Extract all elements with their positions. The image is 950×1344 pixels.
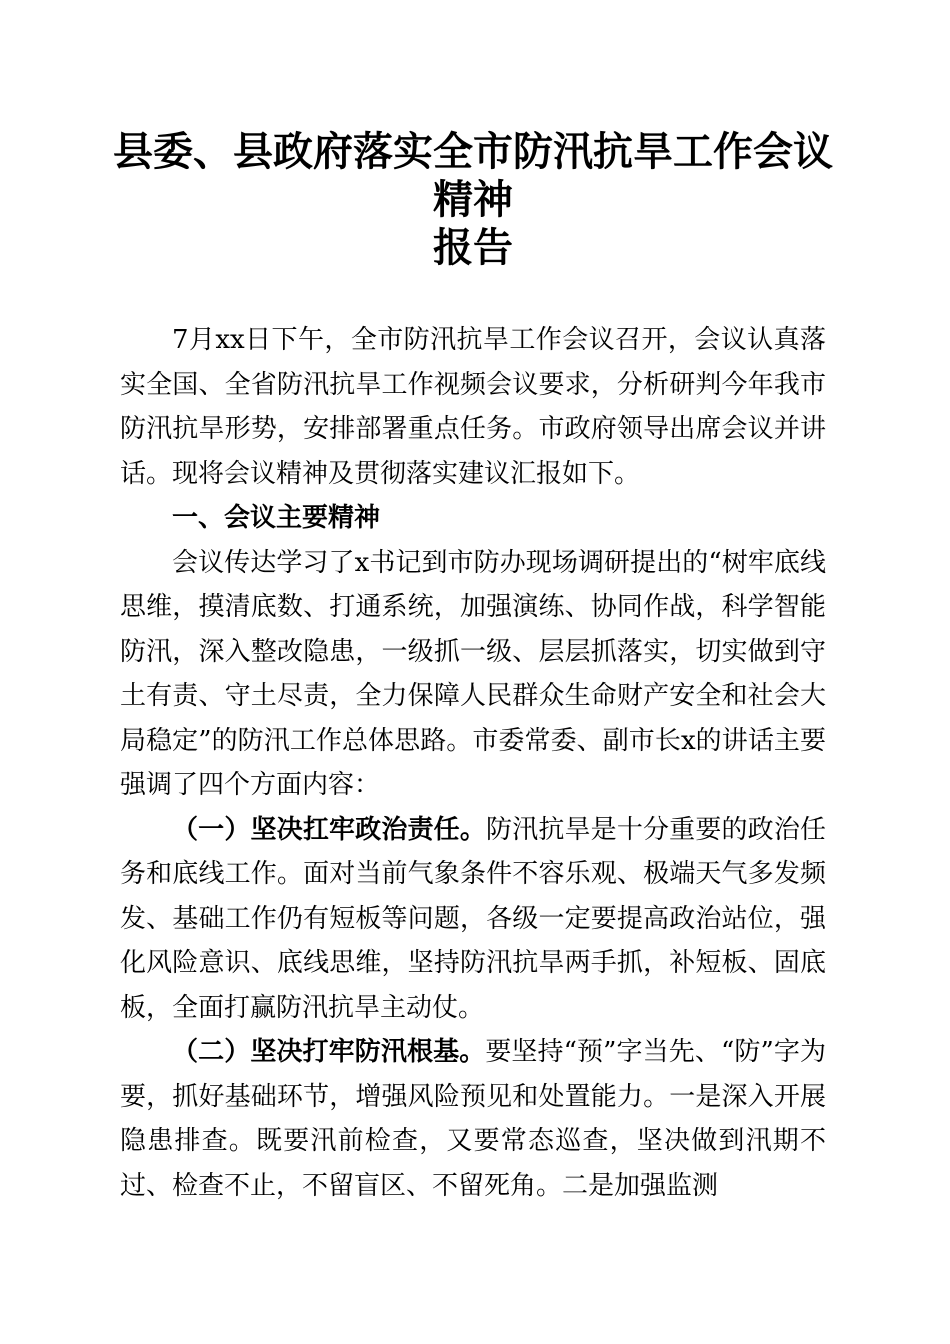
point-paragraph-1 (120, 808, 826, 1031)
document-title (112, 128, 834, 272)
section-paragraph: 会议传达学习了x书记到市防办现场调研提出的“树牢底线思维，摸清底数、打通系统，加强演练、协同作战，科学智能防汛，深入整改隐患，一级抓一级、层层抓落实，切实做到守土有责、守土尽责，全力保障人民群众生命财产安全和社会大局稳定”的防汛工作总体思路。市委常委、副市长x的讲话主要强调了四个方面内容： (120, 547, 826, 800)
document-body (120, 318, 826, 1208)
point-2-lead: （二）坚决打牢防汛根基。 (172, 1037, 486, 1067)
point-1-lead: （一）坚决扛牢政治责任。 (172, 814, 486, 845)
point-1-text: 防汛抗旱是十分重要的政治任务和底线工作。面对当前气象条件不容乐观、极端天气多发频发、基础工作仍有短板等问题，各级一定要提高政治站位，强化风险意识、底线思维，坚持防汛抗旱两手抓，补短板、固底板，全面打赢防汛抗旱主动仗。 (120, 814, 826, 1023)
title-line-2: 报告 (433, 224, 513, 271)
title-line-1: 县委、县政府落实全市防汛抗旱工作会议精神 (113, 128, 833, 223)
point-2-text: 要坚持“预”字当先、“防”字为要，抓好基础环节，增强风险预见和处置能力。一是深入开展隐患排查。既要汛前检查，又要常态巡查，坚决做到汛期不过、检查不止，不留盲区、不留死角。二是加强监测 (120, 1037, 826, 1201)
intro-paragraph: 7月xx日下午，全市防汛抗旱工作会议召开，会议认真落实全国、全省防汛抗旱工作视频会议要求，分析研判今年我市防汛抗旱形势，安排部署重点任务。市政府领导出席会议并讲话。现将会议精神及贯彻落实建议汇报如下。 (120, 325, 826, 489)
document-page (113, 128, 833, 1208)
section-heading: 一、会议主要精神 (172, 503, 381, 533)
point-paragraph-2 (120, 1030, 826, 1208)
